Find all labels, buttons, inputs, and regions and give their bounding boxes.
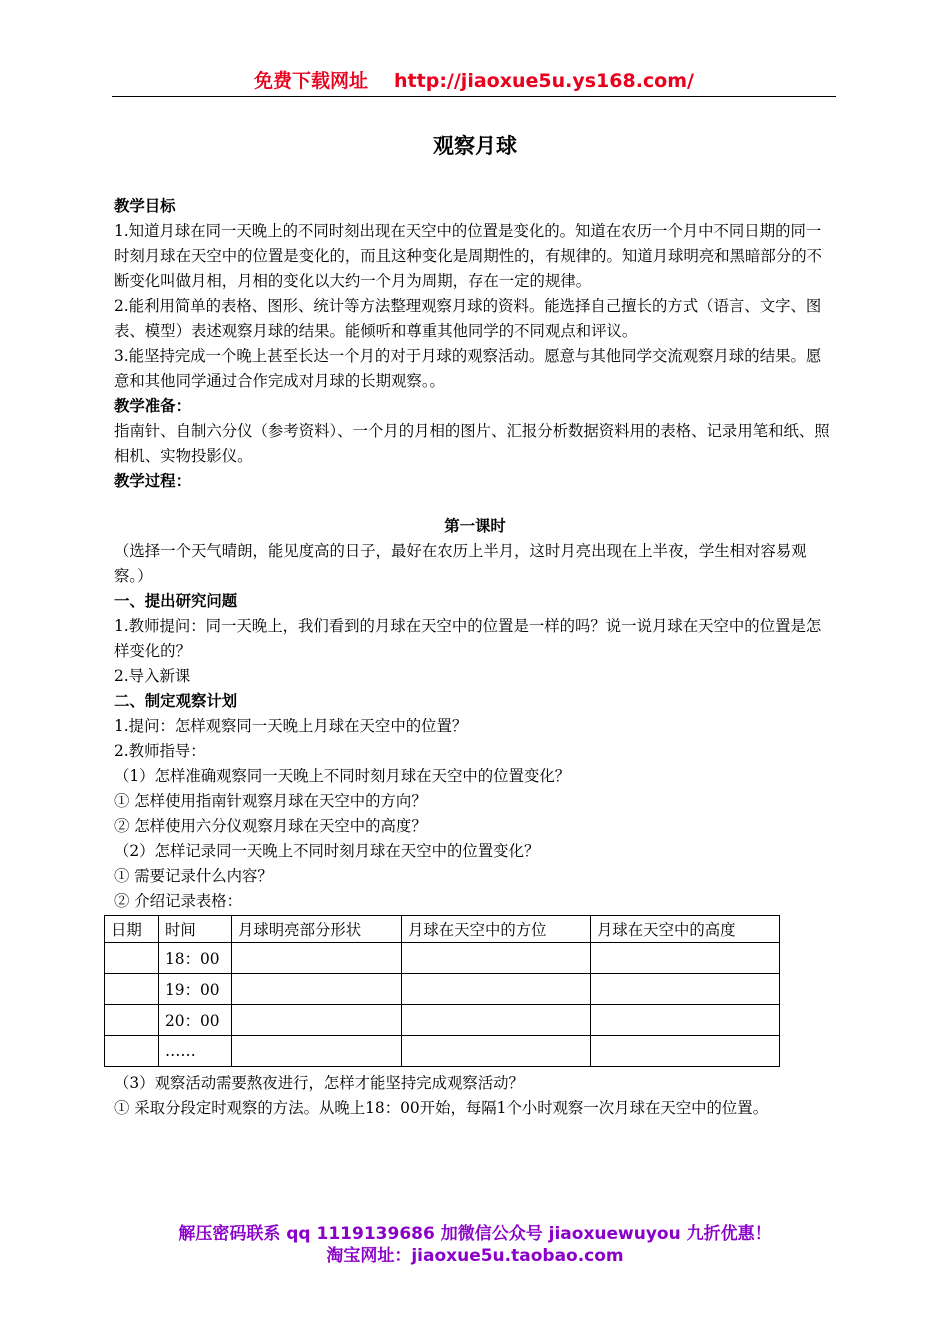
- table-cell: [591, 974, 780, 1005]
- header-cell-shape: 月球明亮部分形状: [232, 916, 402, 943]
- section-item: （2）怎样记录同一天晚上不同时刻月球在天空中的位置变化？: [114, 842, 540, 860]
- header-divider: [112, 96, 836, 97]
- table-cell: [232, 1036, 402, 1067]
- table-row: [105, 943, 780, 974]
- table-cell: [591, 1036, 780, 1067]
- section-item: 2.导入新课: [114, 667, 191, 685]
- table-cell: [591, 943, 780, 974]
- table-cell: [232, 974, 402, 1005]
- section-item: 1.提问：怎样观察同一天晚上月球在天空中的位置？: [114, 717, 468, 735]
- header-url-link[interactable]: http://jiaoxue5u.ys168.com/: [394, 70, 694, 92]
- section-item: 2.教师指导：: [114, 742, 206, 760]
- section-item: 1.教师提问：同一天晚上，我们看到的月球在天空中的位置是一样的吗？说一说月球在天空中的位置是怎样变化的？: [114, 617, 822, 660]
- header-cell-date: 日期: [105, 916, 159, 943]
- document-body: [111, 194, 836, 1121]
- table-cell: [402, 1036, 591, 1067]
- lesson-note: （选择一个天气晴朗，能见度高的日子，最好在农历上半月，这时月亮出现在上半夜，学生相对容易观察。）: [114, 542, 807, 585]
- section-item: （3）观察活动需要熬夜进行，怎样才能坚持完成观察活动？: [114, 1074, 524, 1092]
- footer-shop-link[interactable]: 淘宝网址：jiaoxue5u.taobao.com: [326, 1246, 624, 1266]
- table-cell: [105, 974, 159, 1005]
- document-title: 观察月球: [433, 133, 517, 158]
- objective-item: 2.能利用简单的表格、图形、统计等方法整理观察月球的资料。能选择自己擅长的方式（语言、文字、图表、模型）表述观察月球的结果。能倾听和尊重其他同学的不同观点和评议。: [114, 297, 822, 340]
- observation-record-table: [104, 915, 780, 1067]
- table-cell: [105, 1036, 159, 1067]
- header-cell-height: 月球在天空中的高度: [591, 916, 780, 943]
- header-cell-direction: 月球在天空中的方位: [402, 916, 591, 943]
- objective-item: 3.能坚持完成一个晚上甚至长达一个月的对于月球的观察活动。愿意与其他同学交流观察月球的结果。愿意和其他同学通过合作完成对月球的长期观察。。: [114, 347, 822, 390]
- table-cell-time: 18：00: [159, 943, 232, 974]
- footer-contact: 解压密码联系 qq 1119139686 加微信公众号 jiaoxuewuyou 九折优惠！: [178, 1224, 772, 1244]
- table-cell: [591, 1005, 780, 1036]
- process-heading: 教学过程：: [114, 472, 191, 490]
- table-cell-time: 19：00: [159, 974, 232, 1005]
- table-cell: [402, 943, 591, 974]
- table-cell: [402, 1005, 591, 1036]
- section-item: ② 怎样使用六分仪观察月球在天空中的高度？: [114, 817, 427, 835]
- section-item: ① 采取分段定时观察的方法。从晚上18：00开始，每隔1个小时观察一次月球在天空中的位置。: [114, 1099, 769, 1117]
- preparation-heading: 教学准备：: [114, 397, 191, 415]
- table-cell: [105, 1005, 159, 1036]
- table-row: [105, 974, 780, 1005]
- header-cell-time: 时间: [159, 916, 232, 943]
- section-item: ① 怎样使用指南针观察月球在天空中的方向？: [114, 792, 427, 810]
- section-heading-1: 一、提出研究问题: [114, 592, 238, 610]
- table-row: [105, 1036, 780, 1067]
- table-cell: [105, 943, 159, 974]
- section-item: ② 介绍记录表格：: [114, 892, 243, 910]
- table-row: [105, 1005, 780, 1036]
- section-item: （1）怎样准确观察同一天晚上不同时刻月球在天空中的位置变化？: [114, 767, 571, 785]
- objective-item: 1.知道月球在同一天晚上的不同时刻出现在天空中的位置是变化的。知道在农历一个月中不同日期的同一时刻月球在天空中的位置是变化的，而且这种变化是周期性的，有规律的。知道月球明亮和黑暗部分的不断变化叫做月相，月相的变化以大约一个月为周期，存在一定的规律。: [114, 222, 822, 290]
- section-item: ① 需要记录什么内容？: [114, 867, 273, 885]
- table-cell: [232, 1005, 402, 1036]
- table-cell: [402, 974, 591, 1005]
- section-heading-2: 二、制定观察计划: [114, 692, 238, 710]
- preparation-text: 指南针、自制六分仪（参考资料）、一个月的月相的图片、汇报分析数据资料用的表格、记录用笔和纸、照相机、实物投影仪。: [114, 422, 830, 465]
- table-header-row: [105, 916, 780, 943]
- lesson-title: 第一课时: [444, 517, 506, 535]
- header-label: 免费下载网址: [254, 70, 369, 92]
- table-cell: [232, 943, 402, 974]
- table-cell-time: 20：00: [159, 1005, 232, 1036]
- objectives-heading: 教学目标: [114, 197, 176, 215]
- table-cell-time: ……: [159, 1036, 232, 1067]
- download-header: [112, 66, 836, 93]
